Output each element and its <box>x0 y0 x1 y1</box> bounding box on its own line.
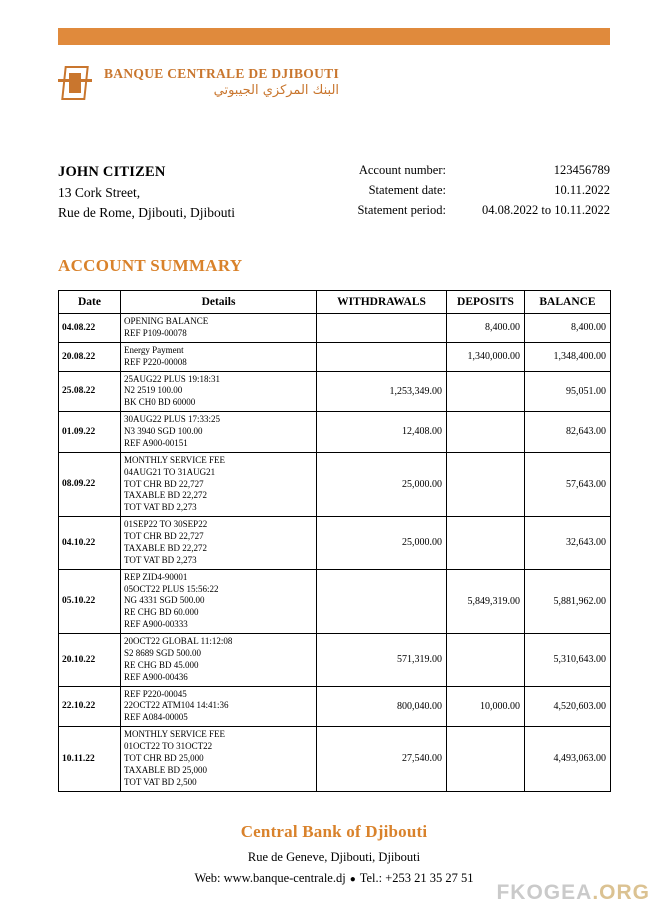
watermark-text: FKOGEA <box>496 881 593 904</box>
statement-period-label: Statement period: <box>357 202 446 217</box>
details-line: TAXABLE BD 22,272 <box>124 490 208 501</box>
details-line: 22OCT22 ATM104 14:41:36 <box>124 700 229 711</box>
cell-withdrawals: 27,540.00 <box>317 727 447 791</box>
cell-balance: 5,881,962.00 <box>525 569 611 633</box>
cell-date: 04.10.22 <box>59 517 121 570</box>
account-number-label: Account number: <box>358 162 446 177</box>
table-row <box>59 314 611 343</box>
details-line: S2 8689 SGD 500.00 <box>124 647 202 658</box>
cell-balance: 4,520,603.00 <box>525 686 611 727</box>
details-line: REF P220-00045 <box>124 688 187 699</box>
statement-date-value: 10.11.2022 <box>554 182 610 197</box>
footer-bank-name: Central Bank of Djibouti <box>240 822 428 841</box>
cell-details <box>121 517 317 570</box>
cell-details <box>121 412 317 453</box>
statement-table-wrap <box>58 290 610 792</box>
footer-tel: Tel.: +253 21 35 27 51 <box>359 871 474 885</box>
page-title: ACCOUNT SUMMARY <box>58 256 243 275</box>
cell-date: 22.10.22 <box>59 686 121 727</box>
account-number-value: 123456789 <box>553 162 610 177</box>
details-line: REF P220-00008 <box>124 356 187 367</box>
cell-details <box>121 727 317 791</box>
details-line: REF A900-00436 <box>124 671 188 682</box>
table-row <box>59 342 611 371</box>
statement-period-row <box>357 202 610 222</box>
table-row <box>59 517 611 570</box>
top-accent-bar <box>58 28 610 45</box>
cell-date: 25.08.22 <box>59 371 121 412</box>
footer-address: Rue de Geneve, Djibouti, Djibouti <box>247 850 421 864</box>
details-line: TOT VAT BD 2,500 <box>124 776 197 787</box>
details-line: TOT VAT BD 2,273 <box>124 502 197 513</box>
table-row <box>59 727 611 791</box>
cell-deposits <box>447 634 525 687</box>
statement-table <box>58 290 611 792</box>
cell-deposits: 10,000.00 <box>447 686 525 727</box>
cell-balance: 82,643.00 <box>525 412 611 453</box>
column-header-withdrawals: WITHDRAWALS <box>317 291 447 314</box>
details-line: TAXABLE BD 22,272 <box>124 542 208 553</box>
cell-balance: 5,310,643.00 <box>525 634 611 687</box>
cell-details <box>121 314 317 343</box>
cell-details <box>121 569 317 633</box>
cell-deposits: 8,400.00 <box>447 314 525 343</box>
details-line: TOT CHR BD 25,000 <box>124 752 204 763</box>
details-line: 05OCT22 PLUS 15:56:22 <box>124 583 219 594</box>
details-line: BK CH0 BD 60000 <box>124 397 196 408</box>
customer-block <box>58 162 235 222</box>
cell-withdrawals: 25,000.00 <box>317 517 447 570</box>
cell-withdrawals <box>317 314 447 343</box>
details-line: REP ZID4-90001 <box>124 571 188 582</box>
cell-deposits: 1,340,000.00 <box>447 342 525 371</box>
cell-withdrawals: 800,040.00 <box>317 686 447 727</box>
account-number-row <box>357 162 610 182</box>
watermark-suffix: .ORG <box>592 881 650 904</box>
watermark <box>496 881 650 905</box>
details-line: MONTHLY SERVICE FEE <box>124 729 226 740</box>
details-line: 04AUG21 TO 31AUG21 <box>124 466 216 477</box>
bank-name-block <box>104 66 339 99</box>
details-line: N2 2519 100.00 <box>124 385 183 396</box>
details-line: TOT VAT BD 2,273 <box>124 554 197 565</box>
details-line: RE CHG BD 60.000 <box>124 607 199 618</box>
cell-deposits: 5,849,319.00 <box>447 569 525 633</box>
cell-date: 04.08.22 <box>59 314 121 343</box>
details-line: REF A084-00005 <box>124 712 188 723</box>
cell-deposits <box>447 727 525 791</box>
cell-date: 10.11.22 <box>59 727 121 791</box>
details-line: TOT CHR BD 22,727 <box>124 478 204 489</box>
bank-header <box>58 58 610 108</box>
cell-balance: 32,643.00 <box>525 517 611 570</box>
details-line: 01OCT22 TO 31OCT22 <box>124 741 213 751</box>
cell-withdrawals: 25,000.00 <box>317 452 447 516</box>
table-row <box>59 569 611 633</box>
cell-details <box>121 686 317 727</box>
cell-deposits <box>447 452 525 516</box>
cell-withdrawals: 1,253,349.00 <box>317 371 447 412</box>
bank-name-en: BANQUE CENTRALE DE DJIBOUTI <box>104 66 340 82</box>
details-line: MONTHLY SERVICE FEE <box>124 454 226 465</box>
statement-date-row <box>357 182 610 202</box>
cell-withdrawals: 12,408.00 <box>317 412 447 453</box>
bank-name-ar: البنك المركزي الجيبوتي <box>213 82 340 98</box>
table-row <box>59 371 611 412</box>
cell-details <box>121 452 317 516</box>
column-header-details: Details <box>121 291 317 314</box>
customer-address-line1: 13 Cork Street, <box>58 185 141 201</box>
cell-date: 05.10.22 <box>59 569 121 633</box>
cell-balance: 8,400.00 <box>525 314 611 343</box>
details-line: TOT CHR BD 22,727 <box>124 531 204 541</box>
customer-address-line2: Rue de Rome, Djibouti, Djibouti <box>58 204 235 220</box>
cell-balance: 95,051.00 <box>525 371 611 412</box>
cell-date: 20.10.22 <box>59 634 121 687</box>
cell-withdrawals <box>317 569 447 633</box>
cell-withdrawals <box>317 342 447 371</box>
details-line: REF A900-00151 <box>124 437 188 448</box>
details-line: 25AUG22 PLUS 19:18:31 <box>124 373 221 384</box>
details-line: N3 3940 SGD 100.00 <box>124 426 203 436</box>
statement-info <box>58 162 610 222</box>
details-line: 01SEP22 TO 30SEP22 <box>124 519 208 530</box>
details-line: OPENING BALANCE <box>124 316 209 326</box>
cell-balance: 57,643.00 <box>525 452 611 516</box>
details-line: TAXABLE BD 25,000 <box>124 764 208 775</box>
cell-details <box>121 634 317 687</box>
cell-deposits <box>447 517 525 570</box>
table-row <box>59 634 611 687</box>
cell-date: 01.09.22 <box>59 412 121 453</box>
cell-details <box>121 371 317 412</box>
cell-balance: 1,348,400.00 <box>525 342 611 371</box>
footer-web: Web: www.banque-centrale.dj <box>194 871 346 885</box>
statement-period-value: 04.08.2022 to 10.11.2022 <box>481 202 610 217</box>
details-line: REF A900-00333 <box>124 619 188 630</box>
table-header-row <box>59 291 611 314</box>
cell-details <box>121 342 317 371</box>
account-details <box>357 162 610 222</box>
column-header-date: Date <box>59 291 121 314</box>
table-row <box>59 412 611 453</box>
statement-table-body <box>59 314 611 792</box>
footer <box>0 822 668 886</box>
bank-logo-icon <box>58 66 92 100</box>
details-line: NG 4331 SGD 500.00 <box>124 595 205 606</box>
cell-balance: 4,493,063.00 <box>525 727 611 791</box>
details-line: RE CHG BD 45.000 <box>124 659 199 670</box>
cell-date: 08.09.22 <box>59 452 121 516</box>
cell-deposits <box>447 412 525 453</box>
cell-deposits <box>447 371 525 412</box>
column-header-deposits: DEPOSITS <box>447 291 525 314</box>
customer-name: JOHN CITIZEN <box>58 164 166 180</box>
details-line: REF P109-00078 <box>124 327 187 338</box>
details-line: 20OCT22 GLOBAL 11:12:08 <box>124 636 233 646</box>
footer-separator-icon: ● <box>349 873 356 885</box>
table-row <box>59 686 611 727</box>
statement-date-label: Statement date: <box>368 182 446 197</box>
column-header-balance: BALANCE <box>525 291 611 314</box>
cell-date: 20.08.22 <box>59 342 121 371</box>
table-row <box>59 452 611 516</box>
cell-withdrawals: 571,319.00 <box>317 634 447 687</box>
details-line: Energy Payment <box>124 344 184 355</box>
details-line: 30AUG22 PLUS 17:33:25 <box>124 414 221 425</box>
